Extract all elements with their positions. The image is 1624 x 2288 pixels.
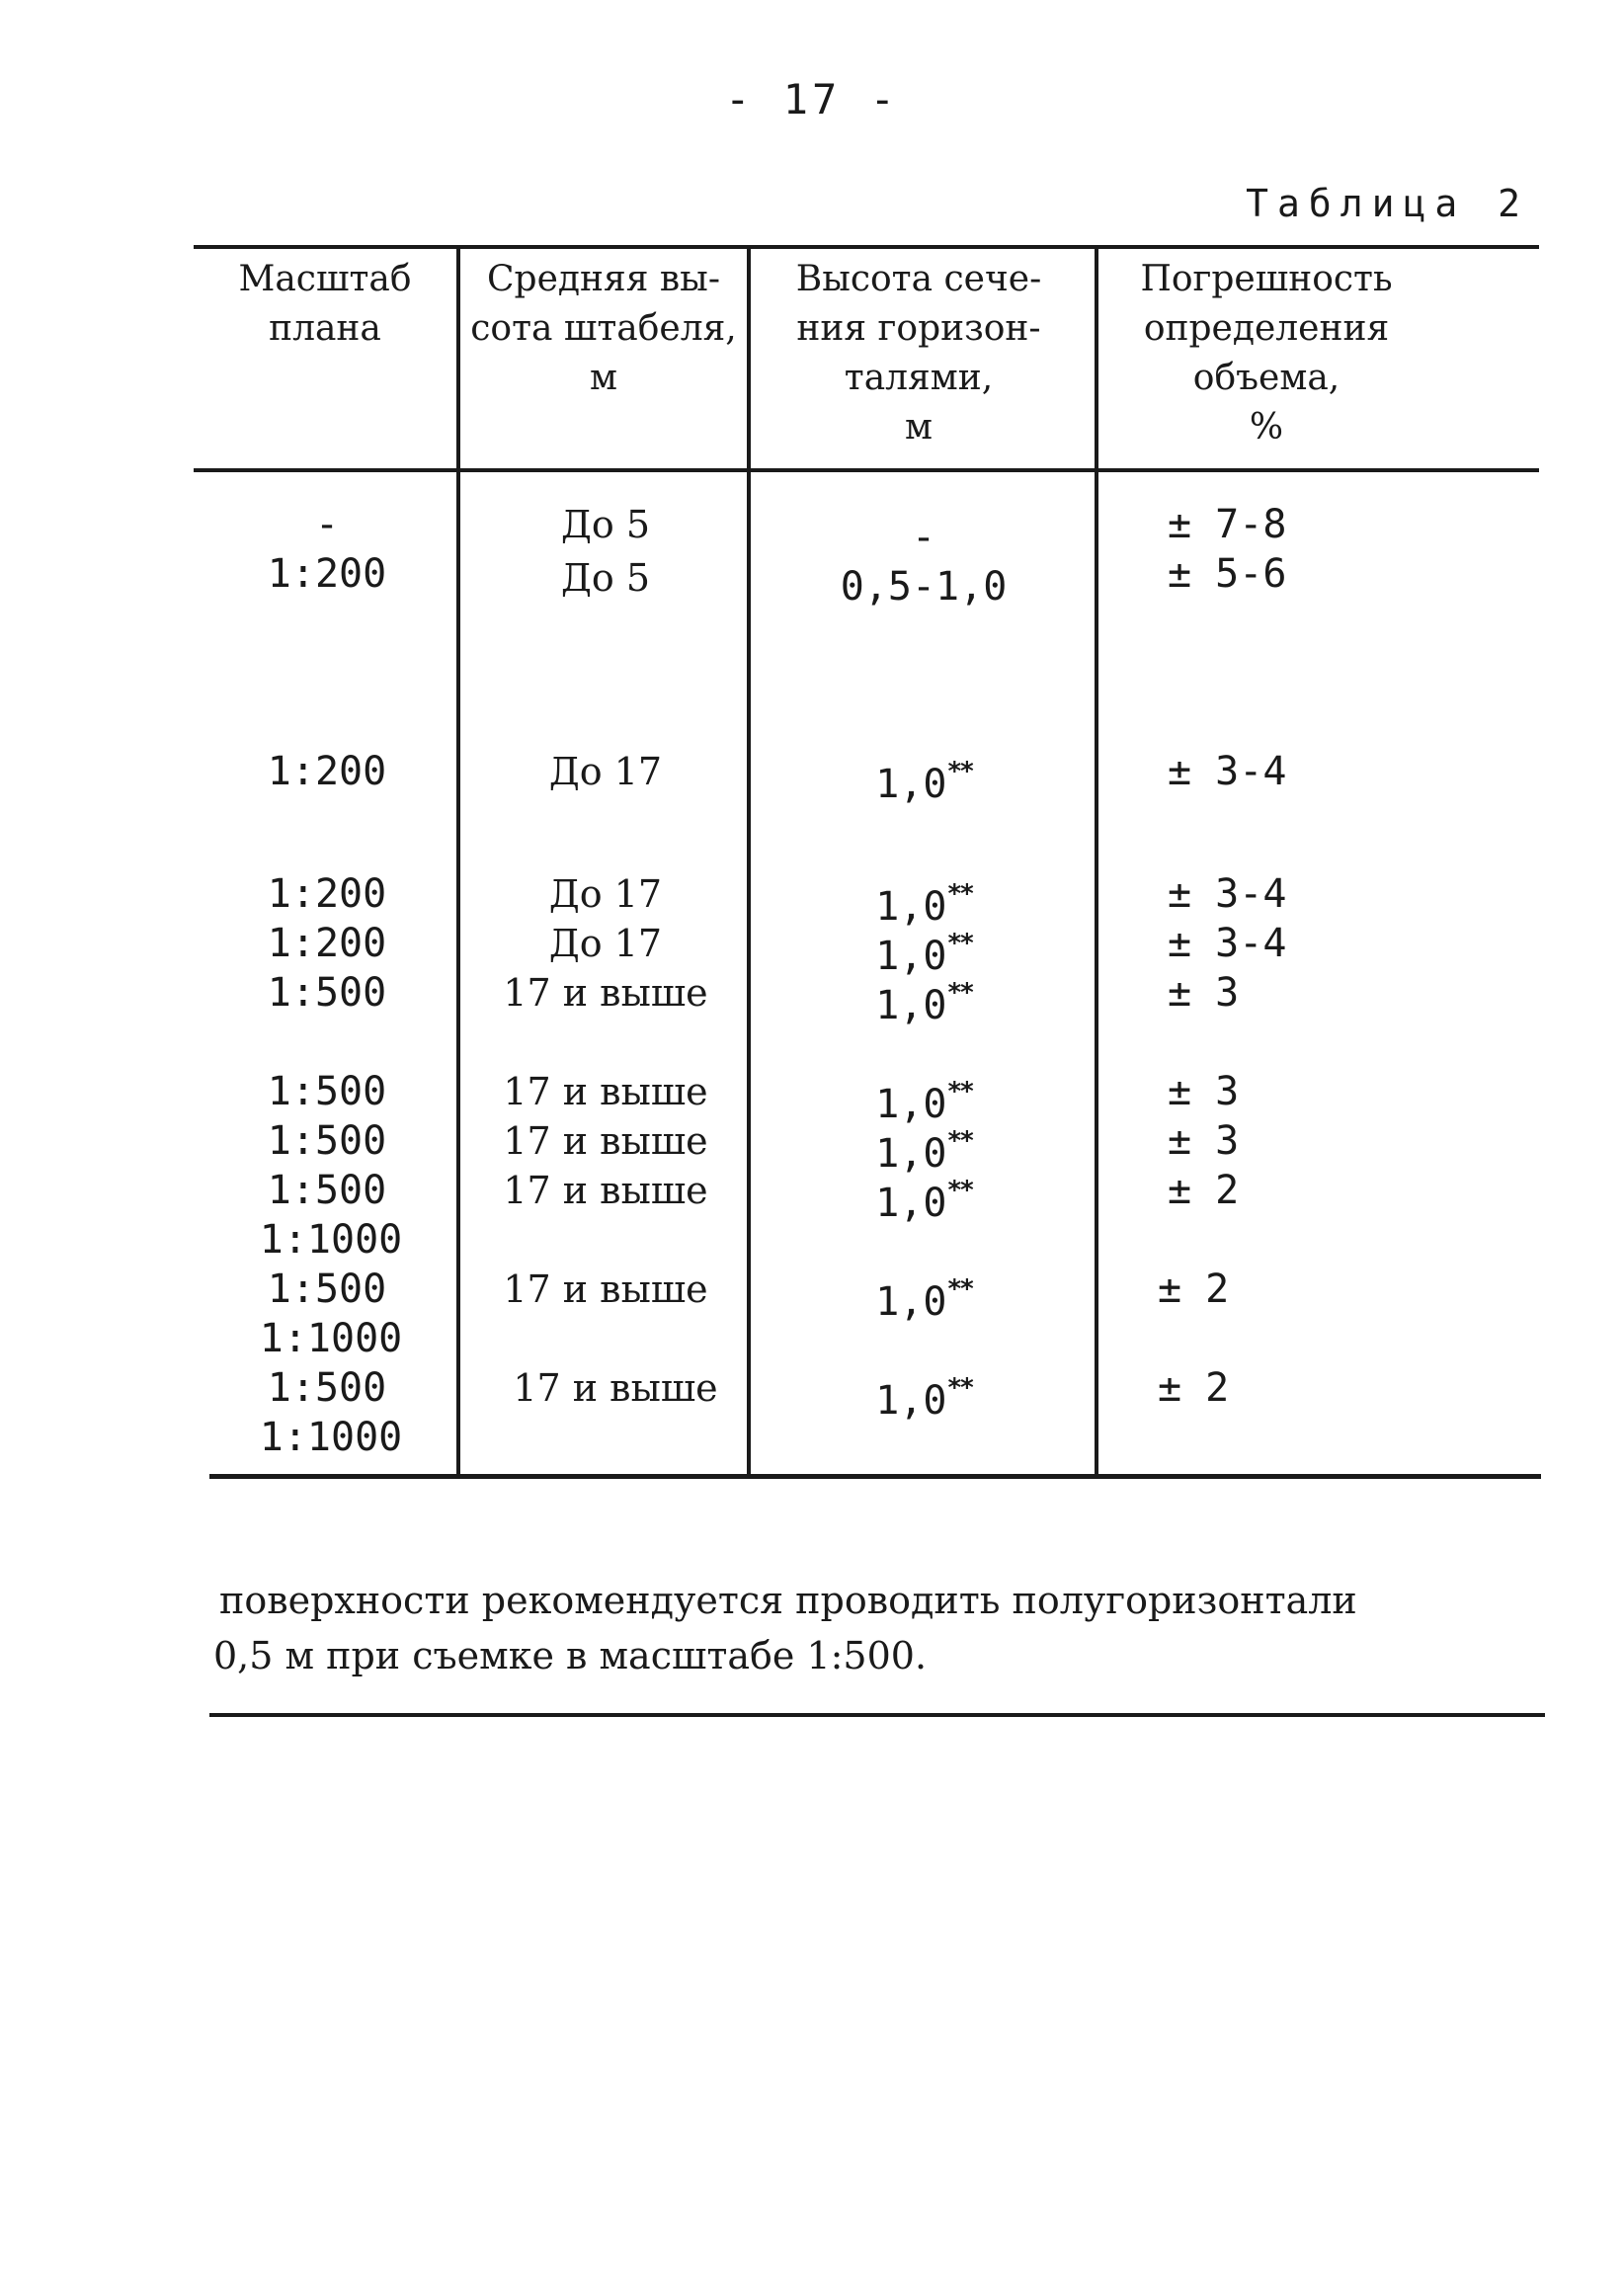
- header-contour-interval-line: м: [904, 407, 933, 448]
- section-value: 1,0: [875, 934, 947, 979]
- footnote-line-2: 0,5 м при съемке в масштабе 1:500.: [213, 1634, 928, 1677]
- table-cell-error: ± 7-8: [1168, 502, 1287, 547]
- section-value: 1,0: [875, 1279, 947, 1325]
- header-stack-height: [460, 255, 747, 403]
- table-cell-scale-secondary: 1:1000: [259, 1415, 403, 1460]
- table-cell-error: ± 3: [1168, 970, 1240, 1016]
- height-value: 17 и выше: [503, 1267, 708, 1311]
- header-stack-height-line: Средняя вы-: [486, 259, 720, 299]
- footnote-marker: **: [946, 1373, 972, 1403]
- section-value: 1,0: [875, 1131, 947, 1177]
- table-cell-height: [462, 1265, 749, 1314]
- table-cell-scale: 1:200: [267, 871, 387, 917]
- table-cell-section: [753, 1166, 1095, 1228]
- table-cell-error: ± 2: [1168, 1168, 1240, 1213]
- section-value: -: [911, 515, 936, 560]
- table-cell-scale: 1:500: [267, 1069, 387, 1114]
- table-cell-height: [462, 968, 749, 1018]
- table-cell-section: [753, 1363, 1095, 1426]
- height-value: 17 и выше: [503, 1169, 708, 1212]
- table-cell-error: ± 3: [1168, 1118, 1240, 1164]
- section-value: 1,0: [875, 884, 947, 930]
- table-cell-error: ± 3-4: [1168, 749, 1287, 794]
- table-cell-scale: 1:500: [267, 970, 387, 1016]
- header-volume-error-line: %: [1249, 407, 1284, 448]
- table-cell-height: [462, 500, 749, 549]
- header-volume-error-line: объема,: [1192, 358, 1340, 398]
- footnote-marker: **: [946, 757, 972, 786]
- section-value: 0,5-1,0: [840, 564, 1008, 610]
- table-cell-error: ± 2: [1158, 1267, 1230, 1312]
- height-value: 17 и выше: [503, 1119, 708, 1163]
- table-cell-error: ± 2: [1158, 1365, 1230, 1411]
- height-value: До 17: [548, 872, 663, 916]
- section-value: 1,0: [875, 762, 947, 807]
- table-caption: Таблица 2: [1246, 182, 1529, 225]
- header-scale-line: плана: [269, 308, 381, 349]
- header-contour-interval-line: Высота сече-: [795, 259, 1042, 299]
- table-bottom-rule: [209, 1474, 1541, 1479]
- height-value: 17 и выше: [503, 971, 708, 1015]
- table-cell-scale-secondary: 1:1000: [259, 1316, 403, 1361]
- table-cell-height: [462, 869, 749, 919]
- table-cell-height: [462, 919, 749, 968]
- height-value: До 17: [548, 922, 663, 965]
- section-value: 1,0: [875, 983, 947, 1028]
- table-cell-scale: 1:500: [267, 1168, 387, 1213]
- header-volume-error-line: определения: [1143, 308, 1390, 349]
- footnote-marker: **: [946, 1176, 972, 1205]
- section-value: 1,0: [875, 1082, 947, 1127]
- footnote-marker: **: [946, 978, 972, 1008]
- footnote-line-1: поверхности рекомендуется проводить полугоризонтали: [219, 1579, 1357, 1622]
- table-cell-section: [753, 747, 1095, 809]
- table-cell-error: ± 5-6: [1168, 551, 1287, 597]
- footnote-marker: **: [946, 1126, 972, 1156]
- header-stack-height-line: м: [589, 358, 617, 398]
- footnote-marker: **: [946, 1274, 972, 1304]
- table-cell-scale: 1:200: [267, 551, 387, 597]
- footnote-marker: **: [946, 1077, 972, 1106]
- table-cell-section: [753, 968, 1095, 1030]
- table-cell-height: [462, 747, 749, 796]
- header-scale: [194, 255, 456, 354]
- footnote-marker: **: [946, 879, 972, 909]
- height-value: До 17: [548, 750, 663, 793]
- footnote-bottom-rule: [209, 1713, 1545, 1717]
- table-cell-scale: 1:200: [267, 749, 387, 794]
- table-cell-scale: 1:500: [267, 1118, 387, 1164]
- section-value: 1,0: [875, 1181, 947, 1226]
- footnote-text: [213, 1573, 1543, 1683]
- header-volume-error: [1098, 255, 1434, 452]
- table-cell-height: [462, 1166, 749, 1215]
- table-cell-error: ± 3-4: [1168, 871, 1287, 917]
- header-scale-line: Масштаб: [238, 259, 412, 299]
- table-cell-section: [753, 549, 1095, 612]
- page-number: - 17 -: [725, 75, 899, 123]
- header-contour-interval-line: талями,: [844, 358, 994, 398]
- table-cell-scale: 1:200: [267, 921, 387, 966]
- height-value: До 5: [560, 503, 651, 546]
- header-contour-interval: [751, 255, 1087, 452]
- header-stack-height-line: сота штабеля,: [470, 308, 737, 349]
- table-header-rule: [194, 468, 1539, 472]
- table-cell-scale: 1:500: [267, 1267, 387, 1312]
- table-top-rule: [194, 245, 1539, 249]
- height-value: 17 и выше: [513, 1366, 718, 1410]
- table-cell-section: [753, 1265, 1095, 1327]
- table-cell-scale: 1:500: [267, 1365, 387, 1411]
- header-volume-error-line: Погрешность: [1140, 259, 1393, 299]
- header-contour-interval-line: ния горизон-: [796, 308, 1041, 349]
- footnote-marker: **: [946, 929, 972, 958]
- height-value: До 5: [560, 556, 651, 600]
- table-cell-height: [462, 1067, 749, 1116]
- table-cell-error: ± 3: [1168, 1069, 1240, 1114]
- table-cell-height: [462, 553, 749, 603]
- table-cell-error: ± 3-4: [1168, 921, 1287, 966]
- height-value: 17 и выше: [503, 1070, 708, 1113]
- table-cell-scale: -: [314, 502, 340, 547]
- table-cell-scale-secondary: 1:1000: [259, 1217, 403, 1263]
- table-cell-height: [462, 1116, 749, 1166]
- section-value: 1,0: [875, 1378, 947, 1424]
- table-cell-height: [472, 1363, 759, 1413]
